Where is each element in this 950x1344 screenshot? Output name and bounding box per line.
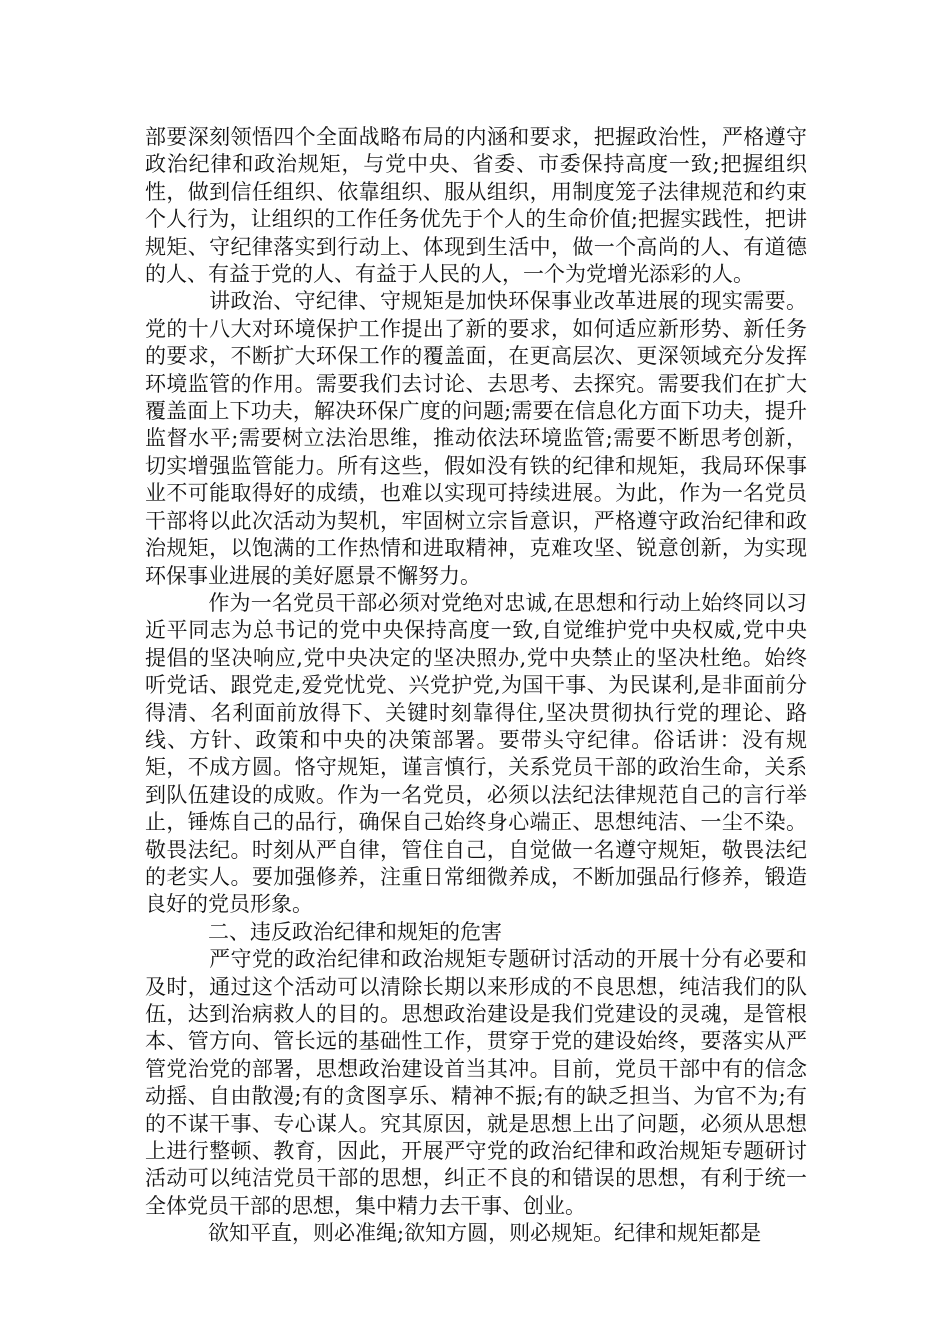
paragraph-3: 作为一名党员干部必须对党绝对忠诚,在思想和行动上始终同以习近平同志为总书记的党中央保持高度一致,自觉维护党中央权威,党中央提倡的坚决响应,党中央决定的坚决照办,党中央禁止的坚决杜绝。始终听党话、跟党走,爱党忧党、兴党护党,为国干事、为民谋利,是非面前分得清、名利面前放得下、关键时刻靠得住,坚决贯彻执行党的理论、路线、方针、政策和中央的决策部署。要带头守纪律。俗话讲：没有规矩，不成方圆。恪守规矩，谨言慎行，关系党员干部的政治生命，关系到队伍建设的成败。作为一名党员，必须以法纪法律规范自己的言行举止，锤炼自己的品行，确保自己始终身心端正、思想纯洁、一尘不染。敬畏法纪。时刻从严自律，管住自己，自觉做一名遵守规矩，敬畏法纪的老实人。要加强修养，注重日常细微养成，不断加强品行修养，锻造良好的党员形象。 [145,590,807,917]
paragraph-5: 欲知平直，则必准绳;欲知方圆，则必规矩。纪律和规矩都是 [145,1221,762,1246]
section-heading: 二、违反政治纪律和规矩的危害 [145,919,502,944]
paragraph-2: 讲政治、守纪律、守规矩是加快环保事业改革进展的现实需要。党的十八大对环境保护工作提出了新的要求，如何适应新形势、新任务的要求，不断扩大环保工作的覆盖面，在更高层次、更深领域充分发挥环境监管的作用。需要我们去讨论、去思考、去探究。需要我们在扩大覆盖面上下功夫，解决环保广度的问题;需要在信息化方面下功夫，提升监督水平;需要树立法治思维，推动依法环境监管;需要不断思考创新，切实增强监管能力。所有这些，假如没有铁的纪律和规矩，我局环保事业不可能取得好的成绩，也难以实现可持续进展。为此，作为一名党员干部将以此次活动为契机，牢固树立宗旨意识，严格遵守政治纪律和政治规矩，以饱满的工作热情和进取精神，克难攻坚、锐意创新，为实现环保事业进展的美好愿景不懈努力。 [145,289,807,588]
paragraph-4: 严守党的政治纪律和政治规矩专题研讨活动的开展十分有必要和及时，通过这个活动可以清除长期以来形成的不良思想，纯洁我们的队伍，达到治病救人的目的。思想政治建设是我们党建设的灵魂，是管根本、管方向、管长远的基础性工作，贯穿于党的建设始终，要落实从严管党治党的部署，思想政治建设首当其冲。目前，党员干部中有的信念动摇、自由散漫;有的贪图享乐、精神不振;有的缺乏担当、为官不为;有的不谋干事、专心谋人。究其原因，就是思想上出了问题，必须从思想上进行整顿、教育，因此，开展严守党的政治纪律和政治规矩专题研讨活动可以纯洁党员干部的思想，纠正不良的和错误的思想，有利于统一全体党员干部的思想，集中精力去干事、创业。 [145,947,807,1218]
paragraph-1: 部要深刻领悟四个全面战略布局的内涵和要求，把握政治性，严格遵守政治纪律和政治规矩，与党中央、省委、市委保持高度一致;把握组织性，做到信任组织、依靠组织、服从组织，用制度笼子法律规范和约束个人行为，让组织的工作任务优先于个人的生命价值;把握实践性，把讲规矩、守纪律落实到行动上、体现到生活中，做一个高尚的人、有道德的人、有益于党的人、有益于人民的人，一个为党增光添彩的人。 [145,125,807,287]
document-body [145,124,807,1248]
